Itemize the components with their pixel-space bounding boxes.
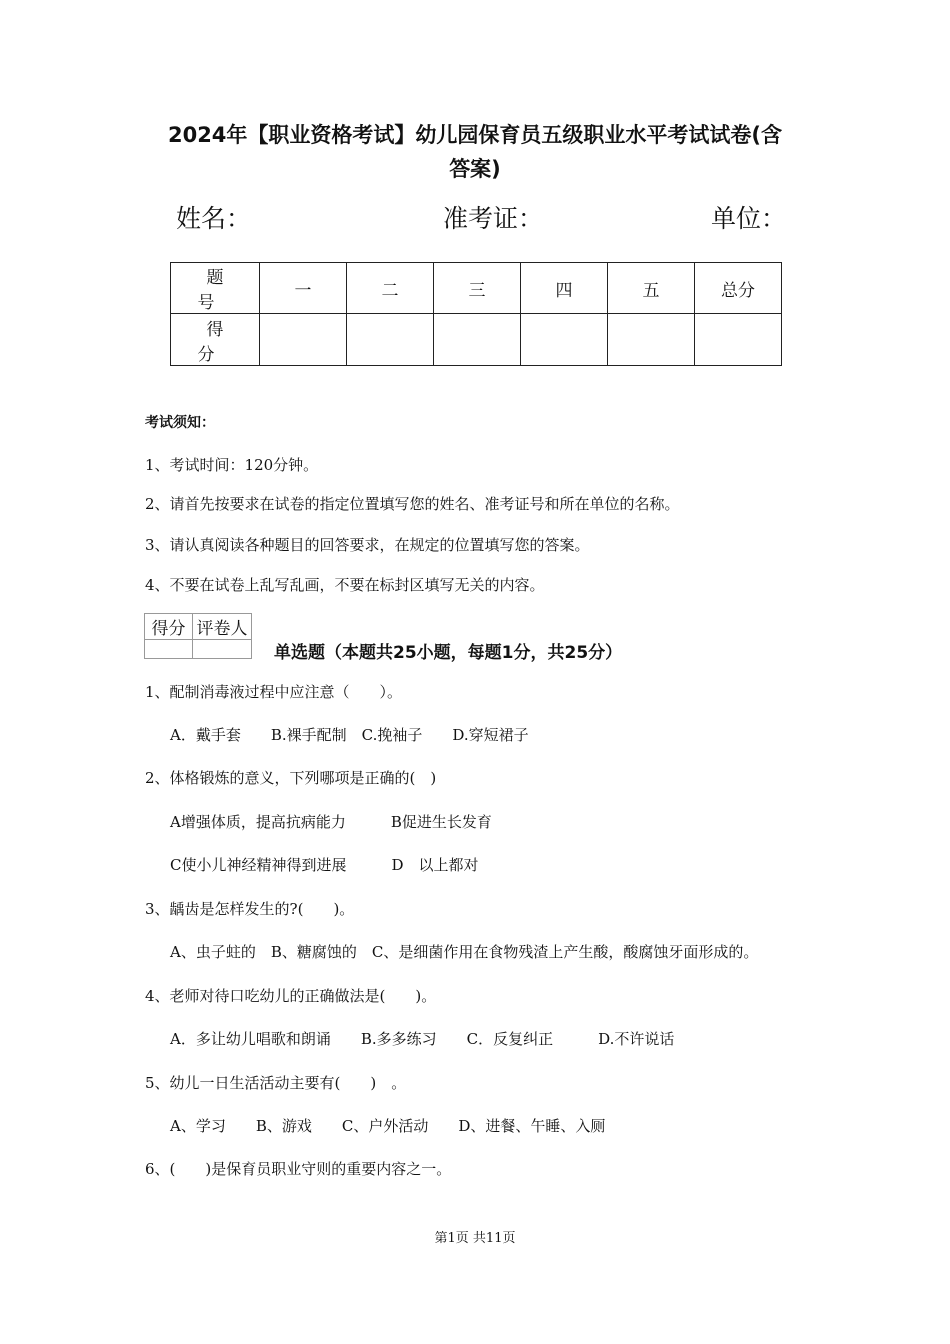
notice-item: 2、请首先按要求在试卷的指定位置填写您的姓名、准考证号和所在单位的名称。 [145,495,680,513]
name-label: 姓名： [176,204,252,233]
question-options: A增强体质，提高抗病能力 B促进生长发育 [170,813,492,831]
score-header-cell: 三 [434,263,521,314]
score-header-cell: 二 [347,263,434,314]
unit-label: 单位： [711,204,787,233]
page-footer: 第1页 共11页 [434,1231,516,1246]
score-header-cell: 总分 [695,263,782,314]
grader-name-label: 评卷人 [193,614,252,640]
question-options: A．戴手套 B.裸手配制 C.挽袖子 D.穿短裙子 [170,726,529,744]
score-cell[interactable] [521,314,608,366]
question-options: C使小儿神经精神得到进展 D 以上都对 [170,856,479,874]
notice-item: 1、考试时间：120分钟。 [145,456,319,474]
title-line-2: 答案) [449,157,501,181]
section-title: 单选题（本题共25小题，每题1分，共25分） [274,643,623,663]
score-cell[interactable] [347,314,434,366]
grader-box [144,613,252,659]
question-stem: 4、老师对待口吃幼儿的正确做法是( )。 [145,987,437,1005]
notice-item: 4、不要在试卷上乱写乱画，不要在标封区填写无关的内容。 [145,576,545,594]
page-title [100,118,850,186]
question-stem: 5、幼儿一日生活活动主要有( ) 。 [145,1074,407,1092]
score-cell[interactable] [695,314,782,366]
question-stem: 1、配制消毒液过程中应注意（ ）。 [145,683,403,701]
score-table [170,262,782,366]
question-options: A．多让幼儿唱歌和朗诵 B.多多练习 C．反复纠正 D.不许说话 [170,1030,675,1048]
grader-name-cell[interactable] [193,640,252,659]
score-header-cell: 五 [608,263,695,314]
score-cell[interactable] [608,314,695,366]
notice-title: 考试须知： [145,415,215,431]
grader-score-cell[interactable] [145,640,193,659]
score-table-score-row [171,314,782,366]
grader-score-label: 得分 [145,614,193,640]
score-header-cell: 题 号 [171,263,260,314]
score-header-cell: 四 [521,263,608,314]
score-cell[interactable] [434,314,521,366]
question-options: A、虫子蛀的 B、糖腐蚀的 C、是细菌作用在食物残渣上产生酸，酸腐蚀牙面形成的。 [170,943,759,961]
score-table-header-row [171,263,782,314]
exam-number-label: 准考证： [443,204,544,233]
title-line-1: 2024年【职业资格考试】幼儿园保育员五级职业水平考试试卷(含 [167,123,783,147]
question-stem: 6、( )是保育员职业守则的重要内容之一。 [145,1160,452,1178]
question-stem: 3、龋齿是怎样发生的?( )。 [145,900,355,918]
question-stem: 2、体格锻炼的意义，下列哪项是正确的( ) [145,769,437,787]
score-header-cell: 一 [260,263,347,314]
score-row-label: 得 分 [171,314,260,366]
notice-item: 3、请认真阅读各种题目的回答要求，在规定的位置填写您的答案。 [145,536,590,554]
question-options: A、学习 B、游戏 C、户外活动 D、进餐、午睡、入厕 [170,1117,606,1135]
